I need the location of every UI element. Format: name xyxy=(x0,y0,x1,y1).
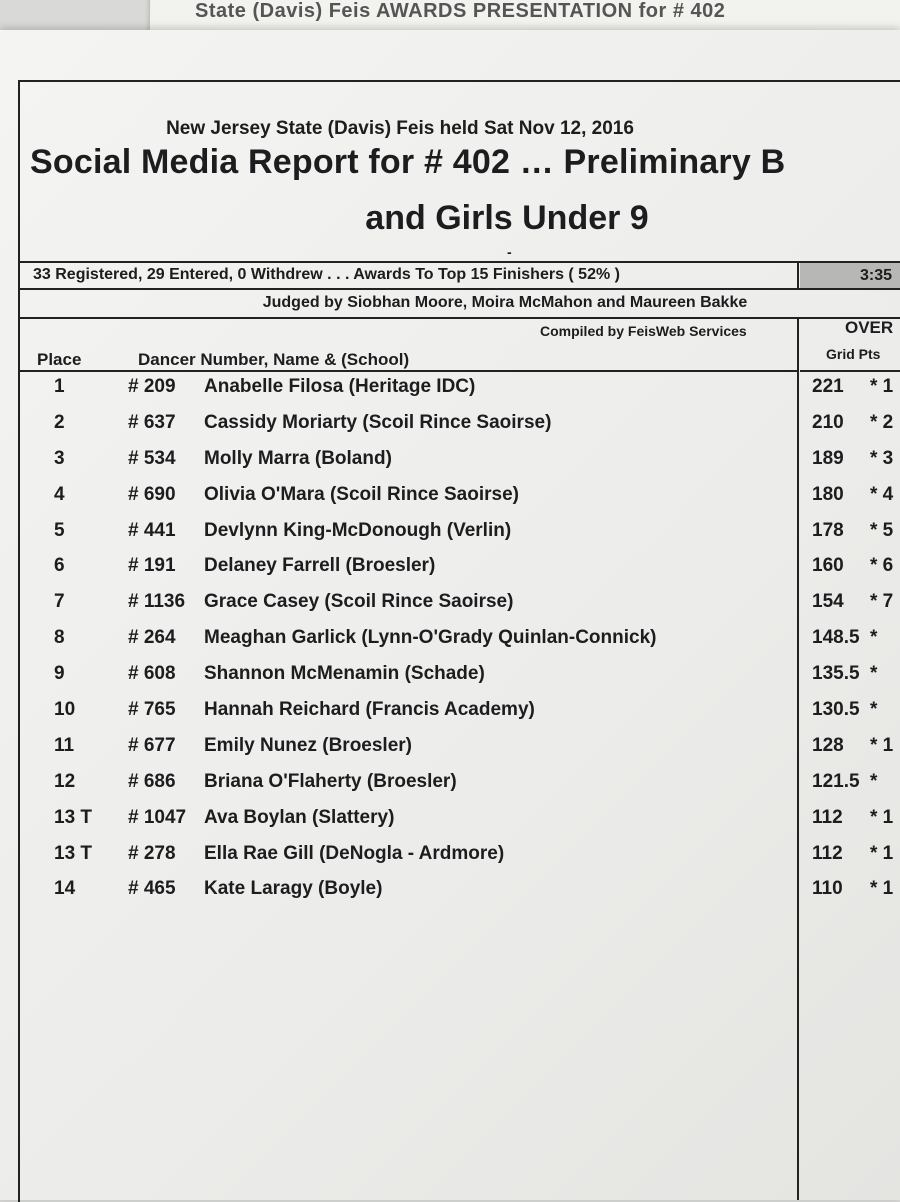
place-cell: 8 xyxy=(54,627,65,649)
dancer-name-school-cell: Shannon McMenamin (Schade) xyxy=(204,663,485,685)
dancer-number-cell: # 765 xyxy=(128,699,176,721)
place-cell: 1 xyxy=(54,376,65,397)
overall-rank-cell: * xyxy=(870,663,878,685)
dancer-number-cell: # 264 xyxy=(128,627,176,649)
compiled-by: Compiled by FeisWeb Services xyxy=(540,323,747,339)
dancer-number-cell: # 534 xyxy=(128,447,176,469)
dancer-name-school-cell: Cassidy Moriarty (Scoil Rince Saoirse) xyxy=(204,411,552,433)
place-cell: 10 xyxy=(54,699,76,721)
dancer-number-cell: # 191 xyxy=(128,555,176,577)
place-cell: 13 T xyxy=(54,842,93,864)
dancer-number-cell: # 1136 xyxy=(128,591,186,613)
overall-rank-cell: * 3 xyxy=(870,447,894,469)
overall-rank-cell: * 1 xyxy=(870,376,894,397)
grid-pts-header: Grid Pts xyxy=(826,346,881,362)
grid-points-cell: 130.5 xyxy=(812,699,860,721)
dancer-name-school-cell: Emily Nunez (Broesler) xyxy=(204,734,412,756)
dancer-name-school-cell: Hannah Reichard (Francis Academy) xyxy=(204,699,535,721)
divider xyxy=(18,288,900,290)
table-row xyxy=(0,697,900,733)
overall-rank-cell: * 1 xyxy=(870,878,894,900)
dancer-number-cell: # 637 xyxy=(128,411,176,433)
place-cell: 5 xyxy=(54,519,65,541)
place-cell: 12 xyxy=(54,770,76,792)
table-row xyxy=(0,518,900,554)
grid-points-cell: 148.5 xyxy=(812,627,860,649)
title-dash: - xyxy=(507,244,512,260)
dancer-name-school-cell: Molly Marra (Boland) xyxy=(204,447,392,469)
grid-points-cell: 128 xyxy=(812,734,844,756)
dancer-number-cell: # 209 xyxy=(128,376,176,397)
registration-line: 33 Registered, 29 Entered, 0 Withdrew . . . Awards To Top 15 Finishers ( 52% ) xyxy=(33,266,620,283)
time-box: 3:35 xyxy=(800,263,900,288)
dancer-number-cell: # 686 xyxy=(128,770,176,792)
dancer-name-school-cell: Delaney Farrell (Broesler) xyxy=(204,555,436,577)
overall-rank-cell: * 1 xyxy=(870,842,894,864)
table-row xyxy=(0,446,900,482)
event-line: New Jersey State (Davis) Feis held Sat Nov 12, 2016 xyxy=(166,118,634,139)
grid-points-cell: 154 xyxy=(812,591,844,613)
dancer-name-school-cell: Olivia O'Mara (Scoil Rince Saoirse) xyxy=(204,483,519,505)
judges-line: Judged by Siobhan Moore, Moira McMahon and Maureen Bakke xyxy=(262,294,748,311)
overall-rank-cell: * xyxy=(870,770,878,792)
divider xyxy=(18,317,900,319)
overall-rank-cell: * 5 xyxy=(870,519,894,541)
header-underline xyxy=(18,370,797,372)
place-cell: 9 xyxy=(54,663,65,685)
divider xyxy=(797,262,799,289)
place-cell: 6 xyxy=(54,555,65,577)
table-row xyxy=(0,589,900,625)
place-cell: 14 xyxy=(54,878,76,900)
place-cell: 7 xyxy=(54,591,65,613)
overall-rank-cell: * 6 xyxy=(870,555,894,577)
overall-rank-cell: * 1 xyxy=(870,806,894,828)
grid-points-cell: 110 xyxy=(812,878,843,900)
table-row xyxy=(0,661,900,697)
overall-rank-cell: * xyxy=(870,699,878,721)
dancer-name-school-cell: Anabelle Filosa (Heritage IDC) xyxy=(204,376,476,397)
report-title: Social Media Report for # 402 … Preliminary B xyxy=(30,143,786,181)
table-row xyxy=(0,805,900,841)
dancer-name-school-cell: Grace Casey (Scoil Rince Saoirse) xyxy=(204,591,514,613)
divider xyxy=(18,261,900,263)
dancer-number-cell: # 278 xyxy=(128,842,176,864)
grid-points-cell: 160 xyxy=(812,555,844,577)
dancer-name-school-cell: Ava Boylan (Slattery) xyxy=(204,806,395,828)
dancer-header: Dancer Number, Name & (School) xyxy=(138,350,410,369)
overall-rank-cell: * 4 xyxy=(870,483,894,505)
overall-rank-cell: * xyxy=(870,627,878,649)
table-row xyxy=(0,769,900,805)
place-header: Place xyxy=(37,350,82,369)
dancer-number-cell: # 441 xyxy=(128,519,176,541)
dancer-name-school-cell: Devlynn King-McDonough (Verlin) xyxy=(204,519,512,541)
dancer-name-school-cell: Meaghan Garlick (Lynn-O'Grady Quinlan-Connick) xyxy=(204,627,657,649)
report-subtitle: and Girls Under 9 xyxy=(365,199,649,237)
dancer-number-cell: # 608 xyxy=(128,663,176,685)
dancer-name-school-cell: Ella Rae Gill (DeNogla - Ardmore) xyxy=(204,842,505,864)
table-row xyxy=(0,876,900,912)
table-row xyxy=(0,374,900,410)
dancer-name-school-cell: Kate Laragy (Boyle) xyxy=(204,878,383,900)
dancer-number-cell: # 677 xyxy=(128,734,176,756)
table-row xyxy=(0,841,900,877)
table-row xyxy=(0,410,900,446)
grid-points-cell: 210 xyxy=(812,411,844,433)
grid-points-cell: 178 xyxy=(812,519,844,541)
grid-points-cell: 112 xyxy=(812,806,843,828)
overall-rank-cell: * 1 xyxy=(870,734,894,756)
table-row xyxy=(0,733,900,769)
overall-header: OVER xyxy=(845,318,894,337)
header-underline xyxy=(800,370,900,372)
table-row xyxy=(0,553,900,589)
dancer-number-cell: # 1047 xyxy=(128,806,187,828)
grid-points-cell: 121.5 xyxy=(812,770,860,792)
grid-points-cell: 112 xyxy=(812,842,843,864)
overall-rank-cell: * 7 xyxy=(870,591,894,613)
place-cell: 4 xyxy=(54,483,65,505)
grid-points-cell: 221 xyxy=(812,376,844,397)
table-row xyxy=(0,482,900,518)
grid-points-cell: 189 xyxy=(812,447,844,469)
dancer-number-cell: # 465 xyxy=(128,878,176,900)
place-cell: 11 xyxy=(54,734,75,756)
overall-rank-cell: * 2 xyxy=(870,411,894,433)
background-sheet-title: State (Davis) Feis AWARDS PRESENTATION for # 402 xyxy=(195,0,726,22)
place-cell: 3 xyxy=(54,447,65,469)
grid-points-cell: 135.5 xyxy=(812,663,860,685)
place-cell: 2 xyxy=(54,411,65,433)
dancer-number-cell: # 690 xyxy=(128,483,176,505)
dancer-name-school-cell: Briana O'Flaherty (Broesler) xyxy=(204,770,457,792)
results-table xyxy=(0,374,900,912)
place-cell: 13 T xyxy=(54,806,93,828)
table-row xyxy=(0,625,900,661)
grid-points-cell: 180 xyxy=(812,483,844,505)
